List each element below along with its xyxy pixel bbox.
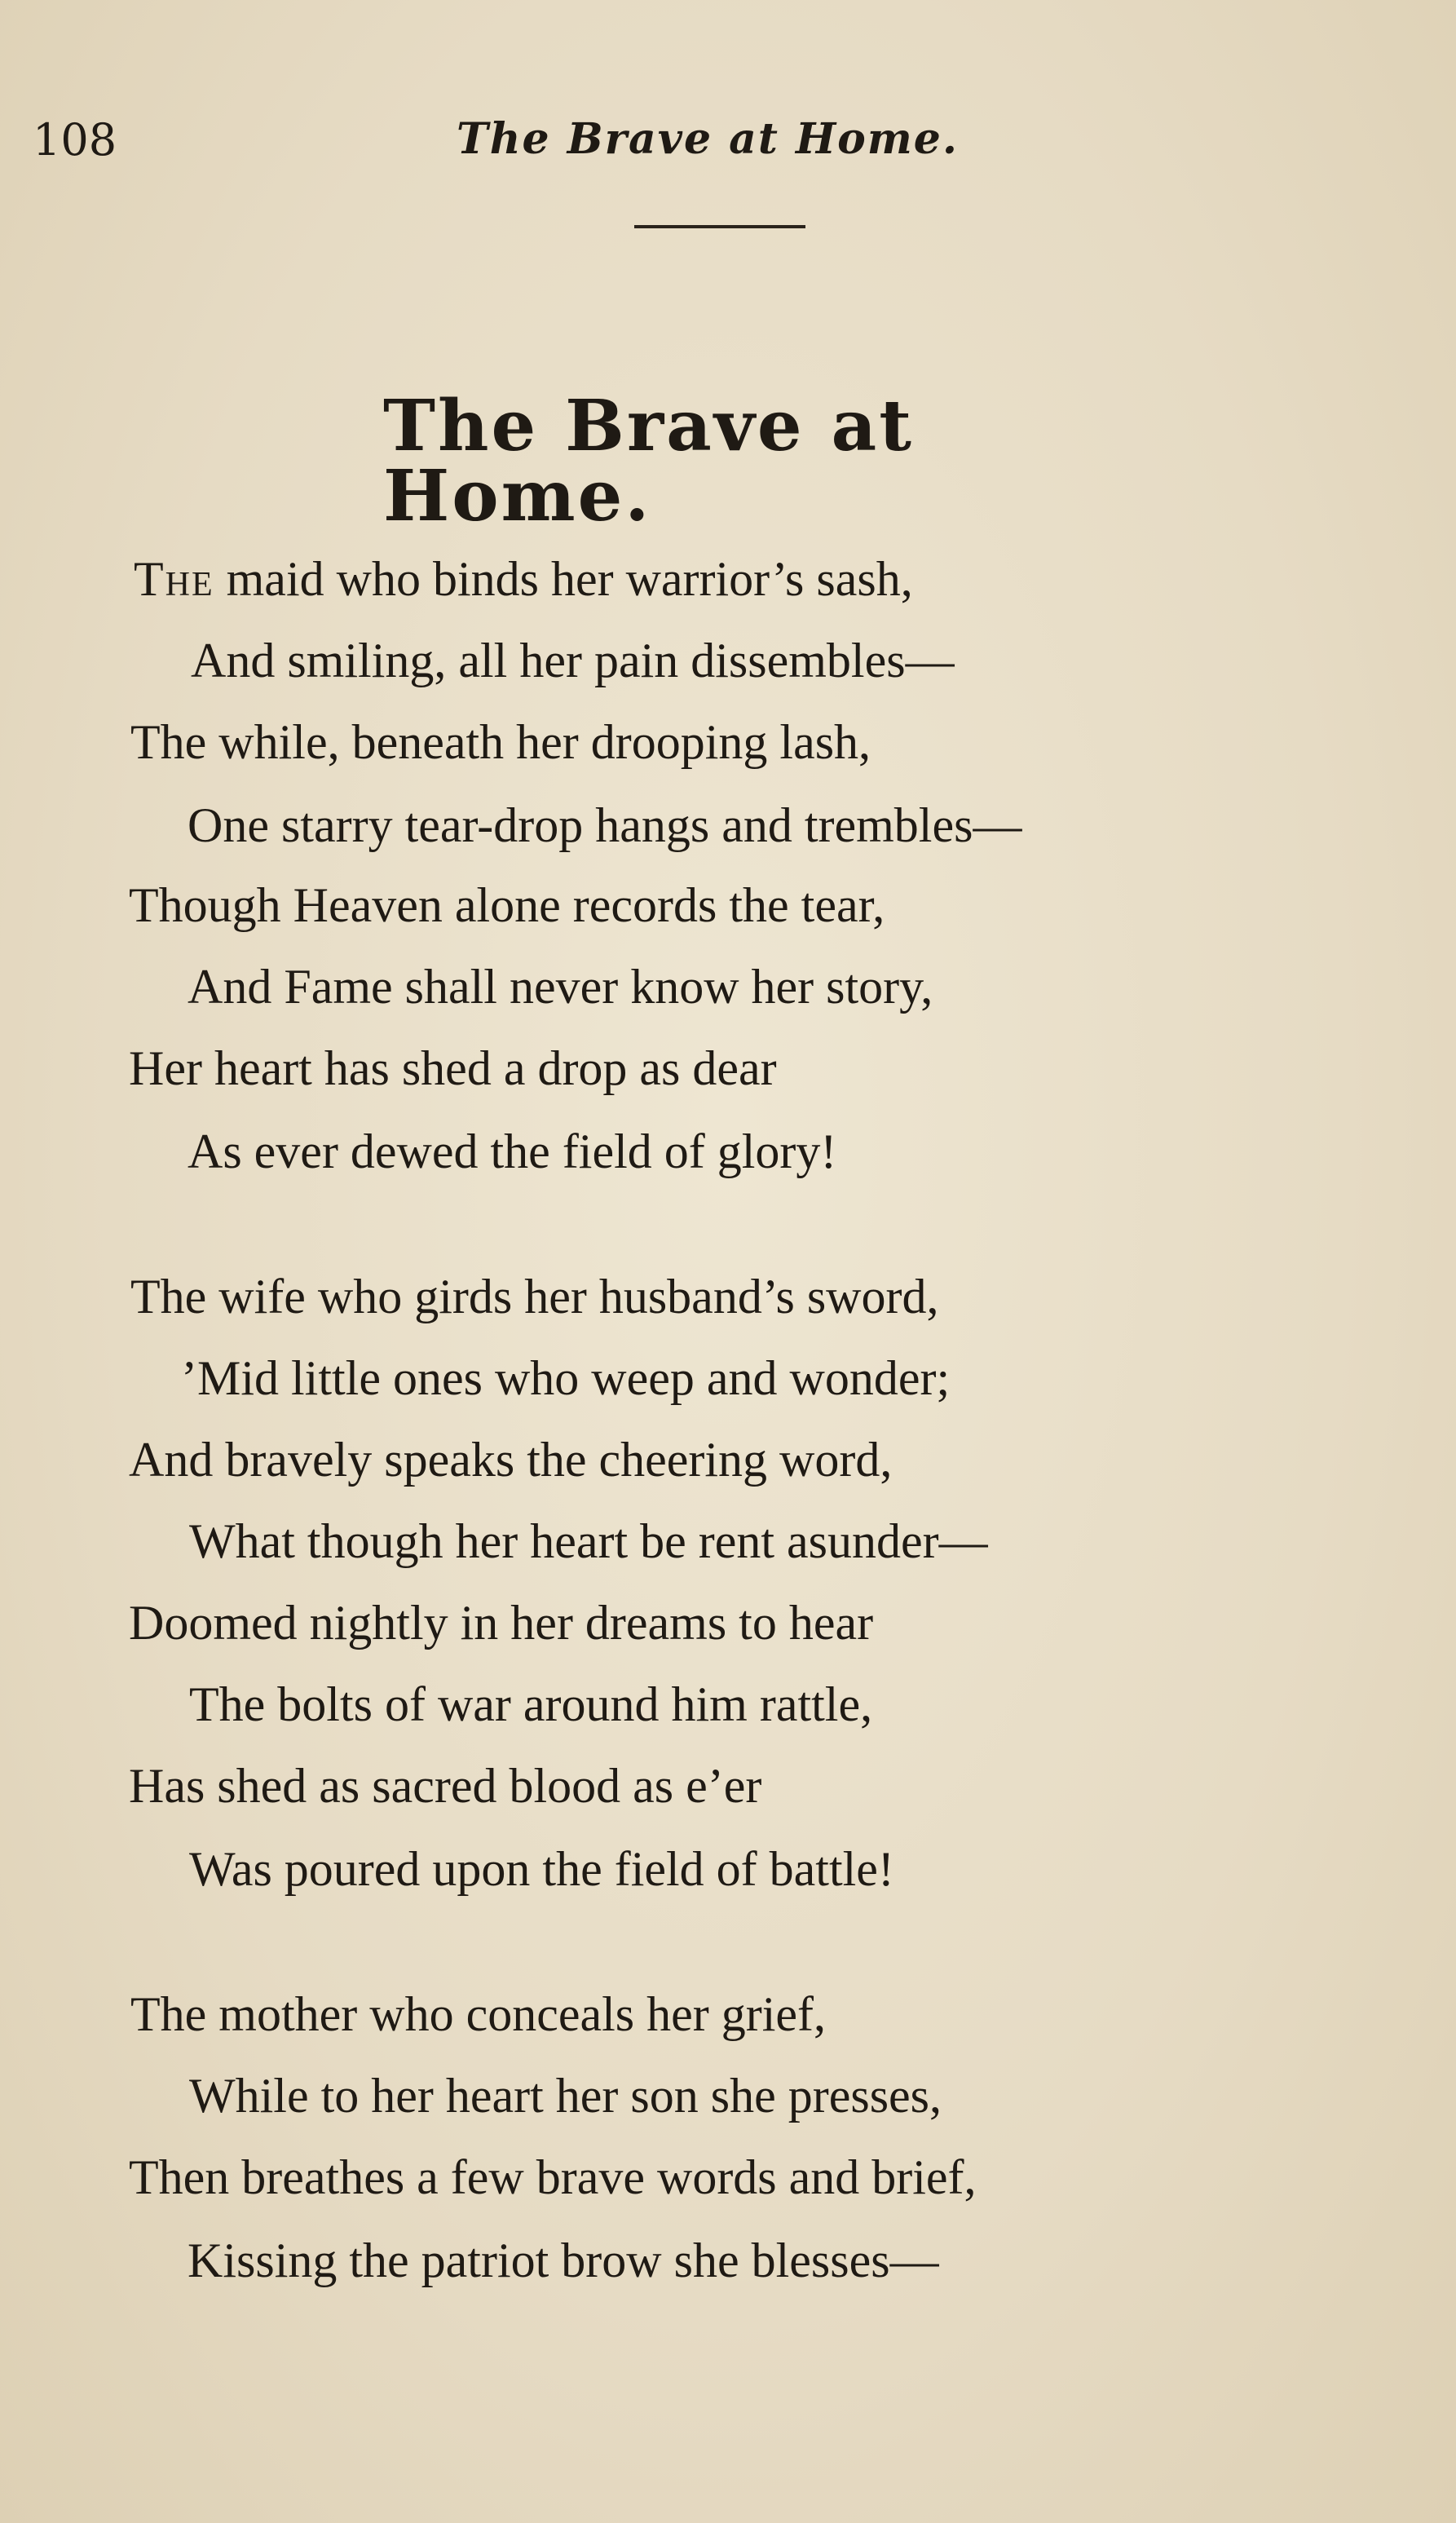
poem-title: The Brave at Home. [383, 385, 914, 537]
poem-line: The mother who conceals her grief, [130, 1987, 826, 2041]
poem-line: Was poured upon the field of battle! [189, 1842, 894, 1896]
poem-line: The bolts of war around him rattle, [189, 1677, 873, 1731]
poem-line: ’Mid little ones who weep and wonder; [181, 1351, 951, 1405]
poem-line: As ever dewed the field of glory! [188, 1125, 837, 1178]
poem-line [134, 552, 913, 606]
poem-line: While to her heart her son she presses, [189, 2069, 942, 2123]
opening-word: The [134, 552, 214, 606]
running-head: The Brave at Home. [457, 114, 959, 164]
poem-line: Doomed nightly in her dreams to hear [129, 1596, 874, 1650]
poem-line: Her heart has shed a drop as dear [129, 1041, 777, 1095]
poem-line: And Fame shall never know her story, [188, 960, 933, 1014]
poem-line: Has shed as sacred blood as e’er [129, 1759, 762, 1813]
poem-line: One starry tear-drop hangs and trembles— [188, 798, 1022, 852]
header-rule [634, 225, 805, 228]
page-number: 108 [33, 114, 117, 166]
poem-line: Then breathes a few brave words and brief, [129, 2150, 977, 2204]
poem-line: The while, beneath her drooping lash, [130, 715, 871, 769]
poem-line: Though Heaven alone records the tear, [129, 878, 885, 932]
line-text: maid who binds her warrior’s sash, [214, 552, 913, 606]
poem-line: The wife who girds her husband’s sword, [130, 1270, 939, 1323]
poem-line: And bravely speaks the cheering word, [129, 1433, 893, 1487]
poem-line: And smiling, all her pain dissembles— [191, 634, 955, 687]
poem-line: Kissing the patriot brow she blesses— [188, 2234, 939, 2287]
poem-line: What though her heart be rent asunder— [189, 1514, 988, 1568]
